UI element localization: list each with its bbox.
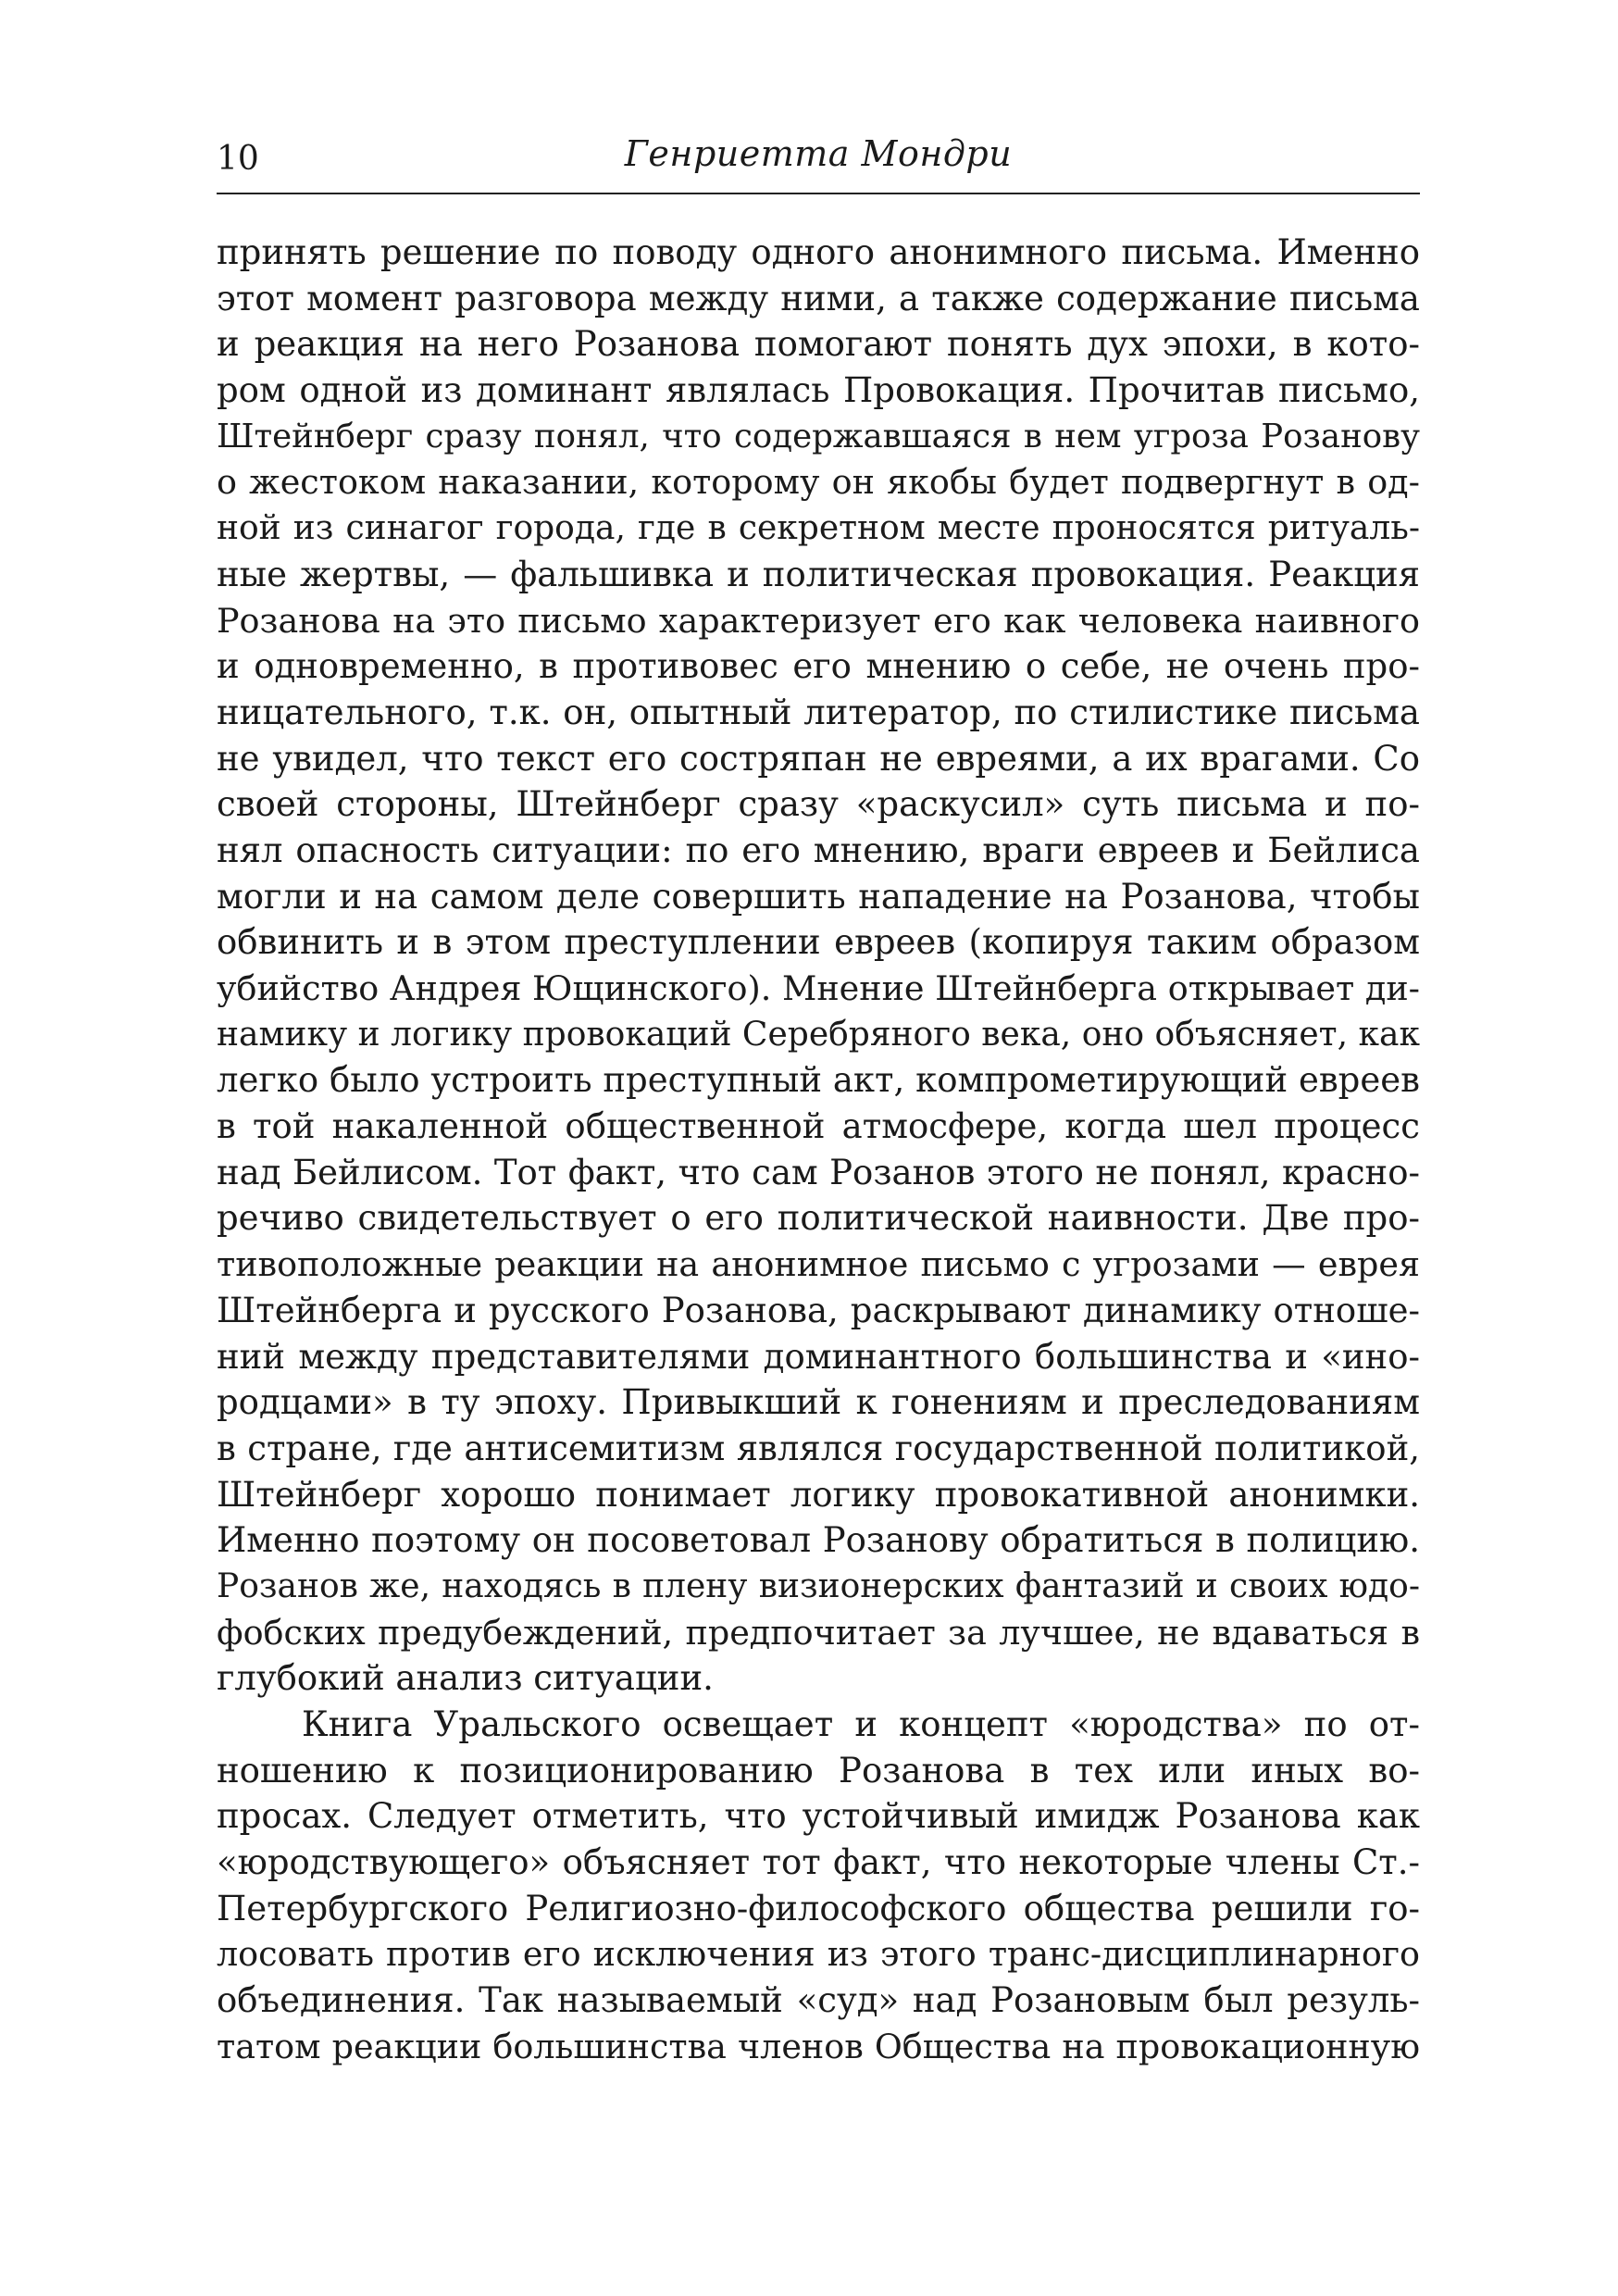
text-line: Штейнберг сразу понял, что содержавшаяся в нем угроза Розанову (217, 417, 1420, 455)
text-line: Штейнберга и русского Розанова, раскрывают динамику отноше- (217, 1290, 1420, 1330)
text-line: не увидел, что текст его состряпан не евреями, а их врагами. Со (217, 738, 1420, 779)
text-line: речиво свидетельствует о его политической наивности. Две про- (217, 1198, 1420, 1239)
text-line: ной из синагог города, где в секретном месте проносятся ритуаль- (217, 509, 1420, 548)
text-line: и реакция на него Розанова помогают понять дух эпохи, в кото- (217, 324, 1420, 365)
text-line: намику и логику провокаций Серебряного века, оно объясняет, как (217, 1015, 1420, 1054)
paragraph-2 (217, 1702, 1420, 2070)
page-number: 10 (217, 140, 259, 178)
text-line: о жестоком наказании, которому он якобы будет подвергнут в од- (217, 462, 1420, 503)
header-rule (217, 193, 1420, 194)
text-line: Петербургского Религиозно-философского общества решили го- (217, 1888, 1420, 1928)
text-line: Розанов же, находясь в плену визионерских фантазий и своих юдо- (217, 1566, 1420, 1605)
body-text (217, 230, 1420, 2070)
text-line: объединения. Так называемый «суд» над Розановым был резуль- (217, 1980, 1420, 2021)
text-line: ром одной из доминант являлась Провокация. Прочитав письмо, (217, 370, 1420, 411)
text-line: в стране, где антисемитизм являлся государственной политикой, (217, 1428, 1420, 1468)
text-line: фобских предубеждений, предпочитает за лучшее, не вдаваться в (217, 1612, 1420, 1653)
text-line: могли и на самом деле совершить нападение на Розанова, чтобы (217, 876, 1420, 917)
running-title: Генриетта Мондри (624, 133, 1013, 174)
text-line: над Бейлисом. Тот факт, что сам Розанов этого не понял, красно- (217, 1152, 1420, 1192)
text-line: принять решение по поводу одного анонимного письма. Именно (217, 232, 1420, 272)
text-line: тивоположные реакции на анонимное письмо с угрозами — еврея (217, 1244, 1420, 1285)
text-line: своей стороны, Штейнберг сразу «раскусил» суть письма и по- (217, 784, 1420, 825)
text-line: обвинить и в этом преступлении евреев (копируя таким образом (217, 922, 1420, 963)
running-header (217, 128, 1420, 183)
text-line: просах. Следует отметить, что устойчивый имидж Розанова как (217, 1796, 1420, 1837)
text-line: Штейнберг хорошо понимает логику провокативной анонимки. (217, 1474, 1420, 1515)
text-line: легко было устроить преступный акт, компрометирующий евреев (217, 1060, 1420, 1101)
text-line: лосовать против его исключения из этого транс-дисциплинарного (217, 1934, 1420, 1975)
text-line: «юродствующего» объясняет тот факт, что некоторые члены Ст.- (217, 1842, 1420, 1883)
paragraph-1 (217, 230, 1420, 1702)
text-line: Книга Уральского освещает и концепт «юродства» по от- (302, 1704, 1420, 1744)
text-line: глубокий анализ ситуации. (217, 1658, 714, 1699)
text-line: ницательного, т.к. он, опытный литератор, по стилистике письма (217, 692, 1420, 732)
text-line: татом реакции большинства членов Общества на провокационную (217, 2026, 1420, 2066)
text-line: нял опасность ситуации: по его мнению, враги евреев и Бейлиса (217, 830, 1420, 870)
text-line: этот момент разговора между ними, а также содержание письма (217, 278, 1420, 318)
text-line: ний между представителями доминантного большинства и «ино- (217, 1336, 1420, 1377)
text-line: ные жертвы, — фальшивка и политическая провокация. Реакция (217, 554, 1420, 594)
text-line: и одновременно, в противовес его мнению о себе, не очень про- (217, 646, 1420, 687)
text-line: ношению к позиционированию Розанова в тех или иных во- (217, 1750, 1420, 1791)
text-line: убийство Андрея Ющинского). Мнение Штейнберга открывает ди- (217, 968, 1420, 1008)
text-line: в той накаленной общественной атмосфере, когда шел процесс (217, 1106, 1420, 1147)
text-line: Розанова на это письмо характеризует его как человека наивного (217, 600, 1420, 641)
text-line: Именно поэтому он посоветовал Розанову обратиться в полицию. (217, 1520, 1420, 1561)
text-line: родцами» в ту эпоху. Привыкший к гонениям и преследованиям (217, 1382, 1420, 1423)
